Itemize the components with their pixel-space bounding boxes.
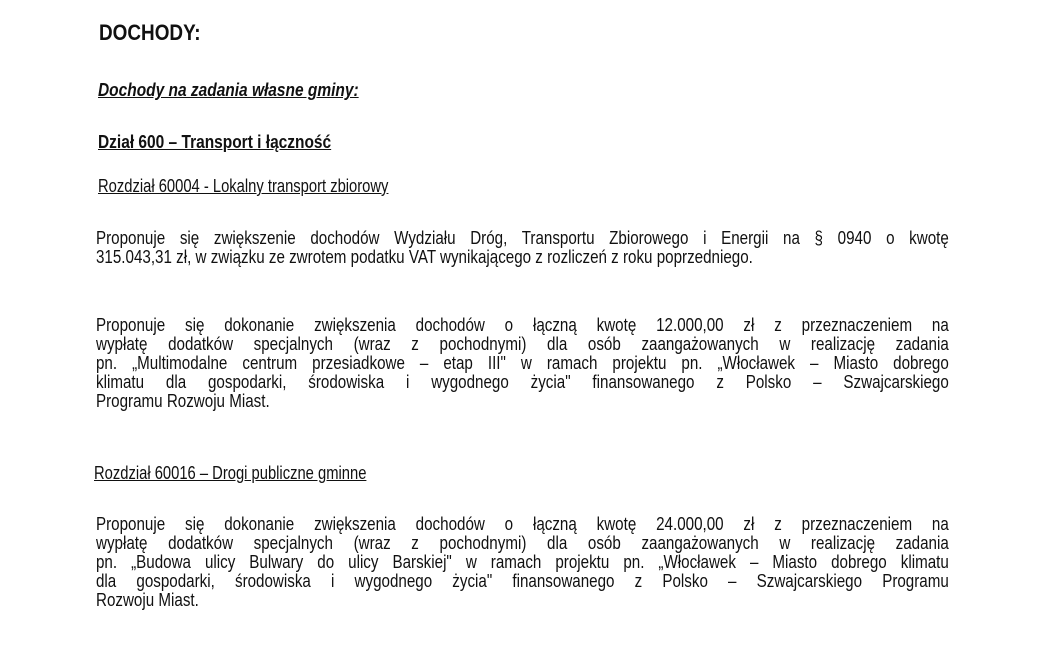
paragraph-line: wypłatę dodatków specjalnych (wraz z pochodnymi) dla osób zaangażowanych w realizację zadania — [96, 532, 949, 553]
section-heading: Dział 600 – Transport i łączność — [98, 132, 332, 152]
paragraph-line: Rozwoju Miast. — [96, 589, 199, 610]
paragraph-line: 315.043,31 zł, w związku ze zwrotem podatku VAT wynikającego z rozliczeń z roku poprzedniego. — [96, 246, 753, 267]
paragraph-line: pn. „Budowa ulicy Bulwary do ulicy Barskiej" w ramach projektu pn. „Włocławek – Miasto dobrego klimatu — [96, 551, 949, 572]
paragraph — [96, 514, 949, 609]
paragraph-line: Proponuje się zwiększenie dochodów Wydziału Dróg, Transportu Zbiorowego i Energii na § 0940 o kwotę — [96, 227, 949, 248]
paragraph — [96, 228, 949, 266]
paragraph-line: Programu Rozwoju Miast. — [96, 390, 270, 411]
paragraph-line: klimatu dla gospodarki, środowiska i wygodnego życia" finansowanego z Polsko – Szwajcarskiego — [96, 371, 949, 392]
paragraph-line: dla gospodarki, środowiska i wygodnego życia" finansowanego z Polsko – Szwajcarskiego Programu — [96, 570, 949, 591]
subsection-heading-60004: Rozdział 60004 - Lokalny transport zbiorowy — [98, 176, 389, 196]
paragraph-line: pn. „Multimodalne centrum przesiadkowe – etap III" w ramach projektu pn. „Włocławek – Miasto dobrego — [96, 352, 949, 373]
subsection-heading-60016: Rozdział 60016 – Drogi publiczne gminne — [94, 463, 367, 483]
paragraph-line: Proponuje się dokonanie zwiększenia dochodów o łączną kwotę 24.000,00 zł z przeznaczeniem na — [96, 513, 949, 534]
paragraph-line: wypłatę dodatków specjalnych (wraz z pochodnymi) dla osób zaangażowanych w realizację zadania — [96, 333, 949, 354]
subtitle-heading: Dochody na zadania własne gminy: — [98, 80, 359, 100]
document-title: DOCHODY: — [99, 20, 201, 45]
paragraph — [96, 315, 949, 410]
paragraph-line: Proponuje się dokonanie zwiększenia dochodów o łączną kwotę 12.000,00 zł z przeznaczeniem na — [96, 314, 949, 335]
